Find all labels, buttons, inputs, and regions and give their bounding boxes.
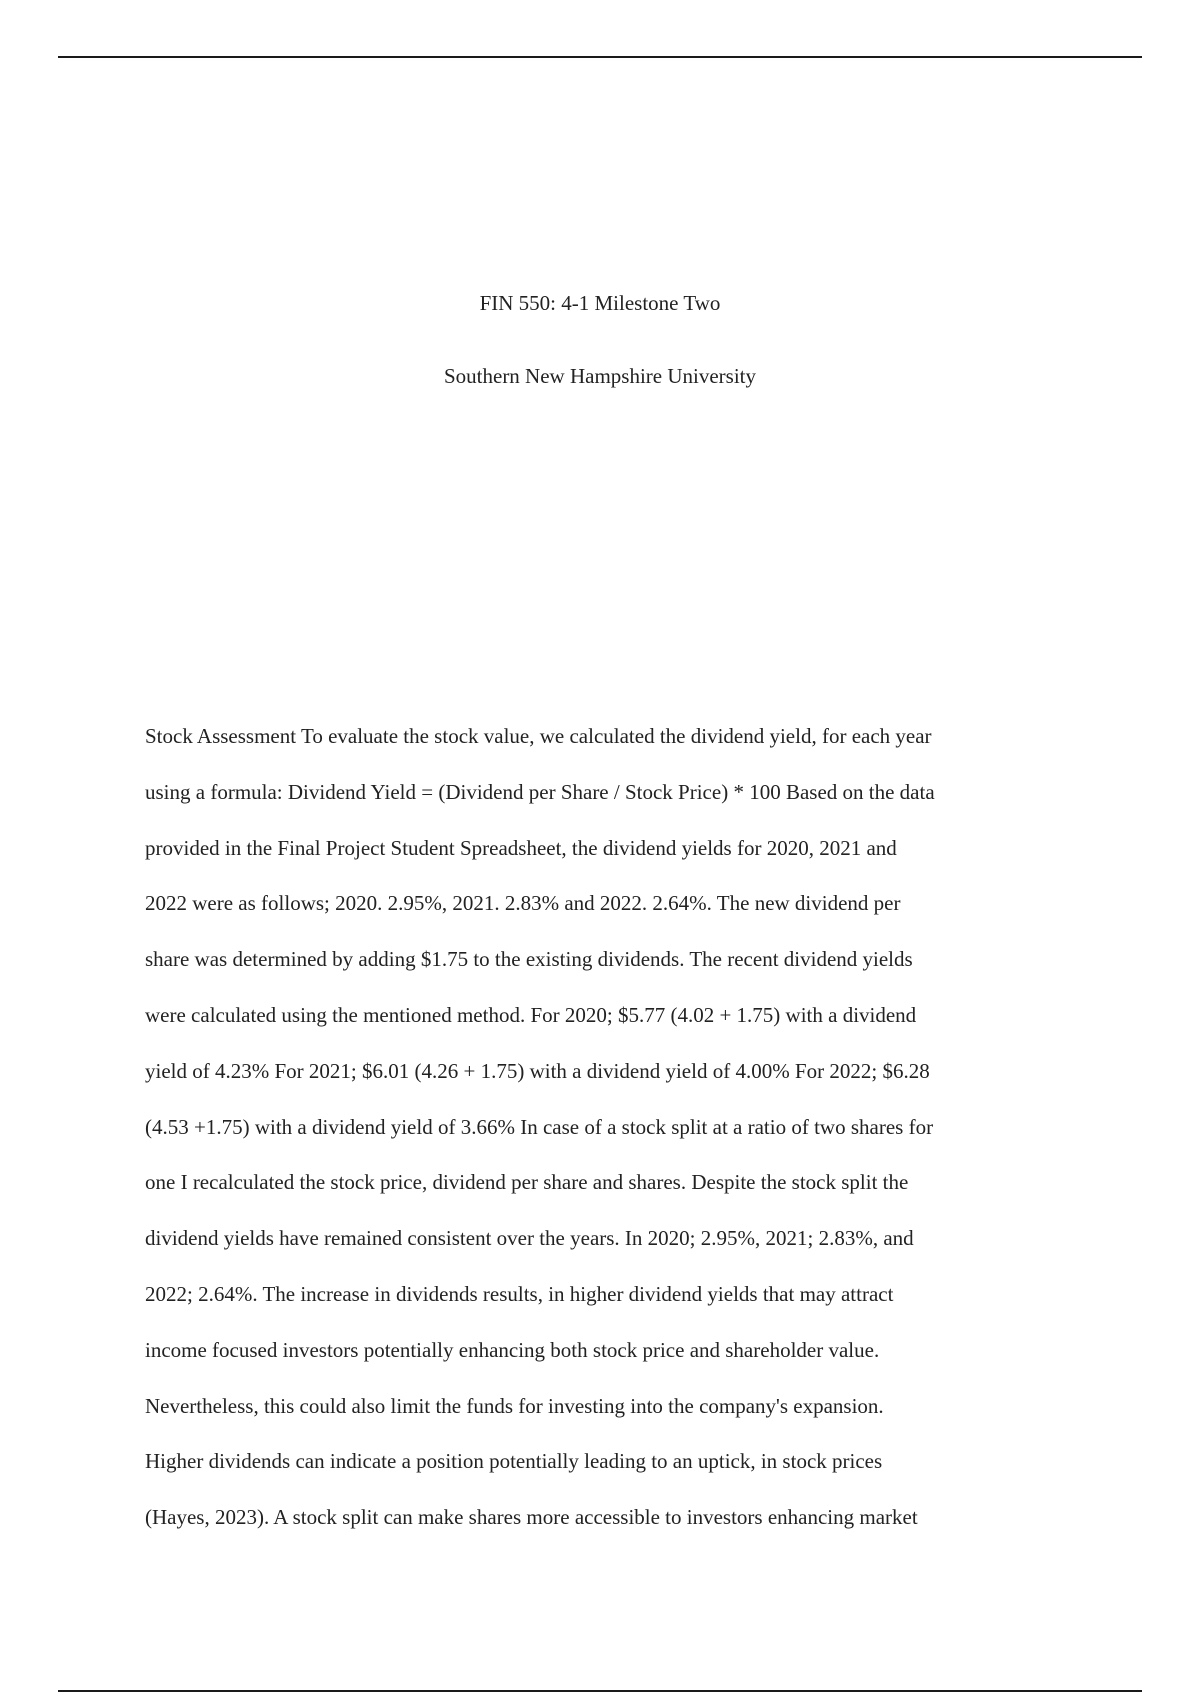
body-line: one I recalculated the stock price, dividend per share and shares. Despite the stock split the <box>145 1170 909 1195</box>
body-line: Nevertheless, this could also limit the funds for investing into the company's expansion. <box>145 1393 884 1418</box>
body-line: dividend yields have remained consistent over the years. In 2020; 2.95%, 2021; 2.83%, and <box>145 1226 914 1251</box>
title-page-block <box>0 286 1200 432</box>
body-line: provided in the Final Project Student Spreadsheet, the dividend yields for 2020, 2021 and <box>145 835 897 860</box>
body-line: 2022; 2.64%. The increase in dividends results, in higher dividend yields that may attract <box>145 1281 894 1306</box>
body-line: 2022 were as follows; 2020. 2.95%, 2021. 2.83% and 2022. 2.64%. The new dividend per <box>145 891 901 916</box>
body-line: Higher dividends can indicate a position potentially leading to an uptick, in stock prices <box>145 1449 883 1474</box>
body-line: (Hayes, 2023). A stock split can make shares more accessible to investors enhancing market <box>145 1505 918 1530</box>
body-line: income focused investors potentially enhancing both stock price and shareholder value. <box>145 1337 880 1362</box>
document-title: FIN 550: 4-1 Milestone Two <box>479 291 721 315</box>
page-bottom-rule <box>58 1690 1142 1692</box>
body-line: Stock Assessment To evaluate the stock value, we calculated the dividend yield, for each year <box>145 724 932 748</box>
body-line: (4.53 +1.75) with a dividend yield of 3.66% In case of a stock split at a ratio of two shares for <box>145 1114 934 1139</box>
page-top-rule <box>58 56 1142 58</box>
institution-name: Southern New Hampshire University <box>443 364 757 388</box>
body-line: share was determined by adding $1.75 to the existing dividends. The recent dividend yields <box>145 947 913 972</box>
body-paragraph <box>145 716 1075 1553</box>
body-line: were calculated using the mentioned method. For 2020; $5.77 (4.02 + 1.75) with a dividend <box>145 1002 917 1027</box>
body-line: yield of 4.23% For 2021; $6.01 (4.26 + 1.75) with a dividend yield of 4.00% For 2022; $6.28 <box>145 1058 930 1083</box>
body-line: using a formula: Dividend Yield = (Dividend per Share / Stock Price) * 100 Based on the data <box>145 779 935 804</box>
